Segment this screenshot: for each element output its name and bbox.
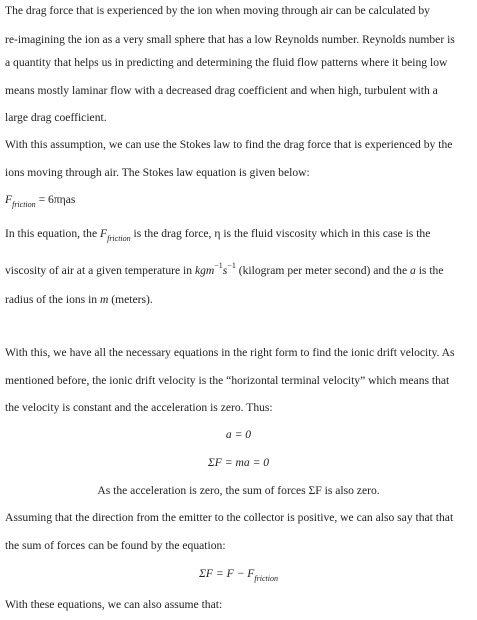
eq-symbol: F xyxy=(5,193,13,206)
centered-note: As the acceleration is zero, the sum of forces ΣF is also zero. xyxy=(97,484,380,497)
text-line: The drag force that is experienced by the ion when moving through air can be calculated by xyxy=(5,4,430,17)
text-line: large drag coefficient. xyxy=(5,111,107,124)
equation-final xyxy=(0,567,477,582)
text-line: ions moving through air. The Stokes law equation is given below: xyxy=(5,166,310,179)
text-line: With these equations, we can also assume that: xyxy=(5,598,223,611)
eq-subscript: friction xyxy=(107,234,131,243)
text-span: (kilogram per meter second) and the xyxy=(235,264,410,277)
unit-superscript: −1 xyxy=(214,261,223,270)
text-line: Assuming that the direction from the emitter to the collector is positive, we can also say that that xyxy=(5,511,454,524)
text-span: is the xyxy=(415,264,444,277)
eq-rhs: = 6πηas xyxy=(38,193,76,206)
text-line xyxy=(5,261,444,279)
text-line: means mostly laminar flow with a decreased drag coefficient and when high, turbulent with a xyxy=(5,84,438,97)
text-line: With this assumption, we can use the Stokes law to find the drag force that is experienced by the xyxy=(5,138,453,151)
text-span: radius of the ions in xyxy=(5,293,100,306)
text-line: a quantity that helps us in predicting and determining the fluid flow patterns where it being low xyxy=(5,56,448,69)
unit-symbol: s xyxy=(222,264,228,277)
unit-symbol: m xyxy=(100,293,109,306)
text-span: viscosity of air at a given temperature in xyxy=(5,264,195,277)
eq-subscript: friction xyxy=(12,200,36,209)
text-line: With this, we have all the necessary equations in the right form to find the ionic drift velocity. As xyxy=(5,346,455,359)
text-line xyxy=(5,293,153,307)
text-line xyxy=(5,227,430,242)
text-line: re-imagining the ion as a very small sphere that has a low Reynolds number. Reynolds number is xyxy=(5,33,455,46)
text-span: (meters). xyxy=(108,293,153,306)
eq-symbol: F xyxy=(100,227,108,240)
equation-sum-forces: ΣF = ma = 0 xyxy=(207,456,270,469)
eq-symbol: a xyxy=(410,264,416,277)
unit-superscript: −1 xyxy=(227,261,236,270)
equation-a: a = 0 xyxy=(225,428,252,441)
unit-symbol: kgm xyxy=(194,264,215,277)
eq-subscript: friction xyxy=(254,574,278,583)
eq-text: ΣF = F − F xyxy=(199,567,255,580)
text-line: mentioned before, the ionic drift velocity is the “horizontal terminal velocity” which means that xyxy=(5,374,450,387)
text-span: In this equation, the xyxy=(5,227,100,240)
stokes-equation xyxy=(5,193,75,208)
text-span: is the drag force, η is the fluid viscosity which in this case is the xyxy=(130,227,431,240)
text-line: the velocity is constant and the acceleration is zero. Thus: xyxy=(5,401,273,414)
text-line: the sum of forces can be found by the equation: xyxy=(5,539,226,552)
